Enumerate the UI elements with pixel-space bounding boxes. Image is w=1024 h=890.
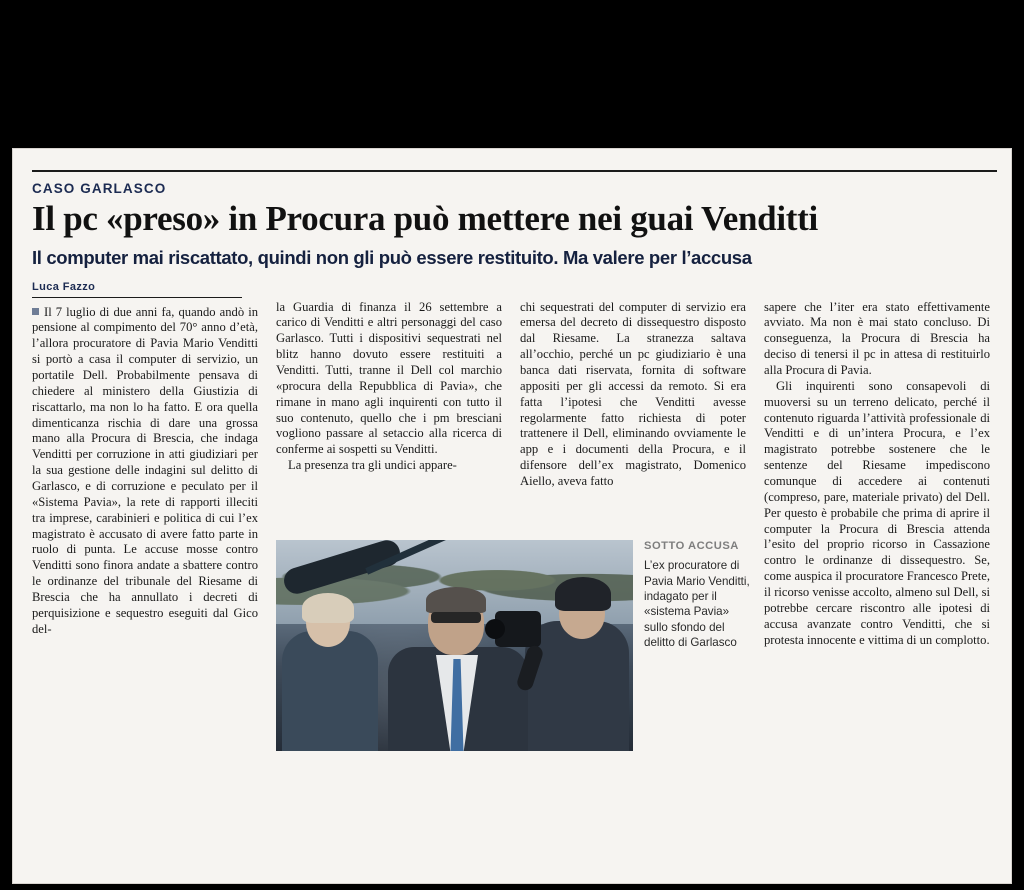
subheadline: Il computer mai riscattato, quindi non gli può essere restituito. Ma valere per l’accusa <box>32 246 752 268</box>
photo-subject-hair <box>426 587 486 613</box>
paragraph: sapere che l’iter era stato effettivamente avviato. Ma non è mai stato concluso. Di conseguenza, la Procura di Brescia ha deciso di tenersi il pc in attesa di restituirlo alla Procura di Pavia. <box>764 299 990 377</box>
photo-caption <box>644 540 750 651</box>
headline: Il pc «preso» in Procura può mettere nei guai Venditti <box>32 199 818 238</box>
caption-label: SOTTO ACCUSA <box>644 540 739 552</box>
column-spacer <box>520 281 746 300</box>
column-spacer <box>276 281 502 300</box>
column-4 <box>764 281 990 649</box>
paragraph: La presenza tra gli undici appare- <box>288 458 457 473</box>
column-1 <box>32 281 258 649</box>
newspaper-clipping <box>12 148 1012 884</box>
top-rule <box>32 170 997 172</box>
photo-person-left <box>282 631 378 751</box>
bullet-square-icon <box>32 308 39 315</box>
caption-text: L’ex procuratore di Pavia Mario Venditti, indagato per il «sistema Pavia» sullo sfondo del delitto di Garlasco <box>644 559 750 650</box>
paragraph: Il 7 luglio di due anni fa, quando andò in pensione al compimento del 70° anno d’età, l’allora procuratore di Pavia Mario Venditti si portò a casa il computer di servizio, un portatile Dell. Probabilmente pensava di chiedere al ministero della Giustizia di riscattarlo, ma non lo ha fatto. E ora quella dimenticanza rischia di dare una grossa mano alla Procura di Brescia, che indaga Venditti per corruzione in atti giudiziari per la sua gestione delle indagini sul delitto di Garlasco, e di corruzione e peculato per il «Sistema Pavia», la rete di rapporti illeciti tra imprese, carabinieri e politica di cui l’ex magistrato è accusato di avere fatto parte in ruolo di punta. Le accuse mosse contro Venditti sono finora andate a sbattere contro le ordinanze del tribunale del Riesame di Brescia che ha annullato i decreti di perquisizione e sequestro eseguiti dal Gico del- <box>32 304 258 636</box>
photo-subject-glasses <box>431 612 481 623</box>
byline: Luca Fazzo <box>32 281 242 298</box>
photo-person-right-hair <box>555 577 611 611</box>
camera-lens-icon <box>485 619 505 639</box>
clipping-content <box>32 170 994 874</box>
section-kicker: CASO GARLASCO <box>32 181 167 196</box>
article-photo <box>276 540 633 751</box>
column-spacer <box>764 281 990 300</box>
paragraph: la Guardia di finanza il 26 settembre a carico di Venditti e altri personaggi del caso Garlasco. Tutti i dispositivi sequestrati nel blitz hanno dovuto essere restituiti a Venditti. Tutti, tranne il Dell col marchio «procura della Repubblica di Pavia», che rimane in mano agli inquirenti con tutto il suo contenuto, quello che i pm bresciani vogliono passare al setaccio alla ricerca di conferme ai sospetti su Venditti. <box>276 299 502 457</box>
paragraph: Gli inquirenti sono consapevoli di muoversi su un terreno delicato, perché il contenuto riguarda l’attività professionale di Venditti e di un’intera Procura, e l’ex magistrato potrebbe sostenere che le sentenze del Riesame impediscono comunque di accedere ai contenuti (compreso, pare, materiale privato) del Dell. Per questo è probabile che prima di aprire il computer la Procura di Brescia attenda l’esito del proprio ricorso in Cassazione contro le ordinanze di dissequestro. Se, come auspica il procuratore Francesco Prete, il ricorso venisse accolto, almeno sul Dell, si potrebbe cercare riscontro alle ipotesi di accusa avanzate contro Venditti, che si protesta innocente e vittima di un complotto. <box>764 378 990 647</box>
photo-person-left-hair <box>302 593 354 623</box>
paragraph: chi sequestrati del computer di servizio era emersa del decreto di dissequestro disposto dal Riesame. La stranezza saltava all’occhio, perché un pc giudiziario è una banca dati riservata, fornita di software appositi per gli accessi da remoto. Si era fatta l’ipotesi che Venditti avesse regolarmente fatto richiesta di poter trattenere il Dell, eliminando ovviamente le app e i documenti della Procura, e il difensore dell’ex magistrato, Domenico Aiello, aveva fatto <box>520 299 746 488</box>
photo-image <box>276 540 633 751</box>
